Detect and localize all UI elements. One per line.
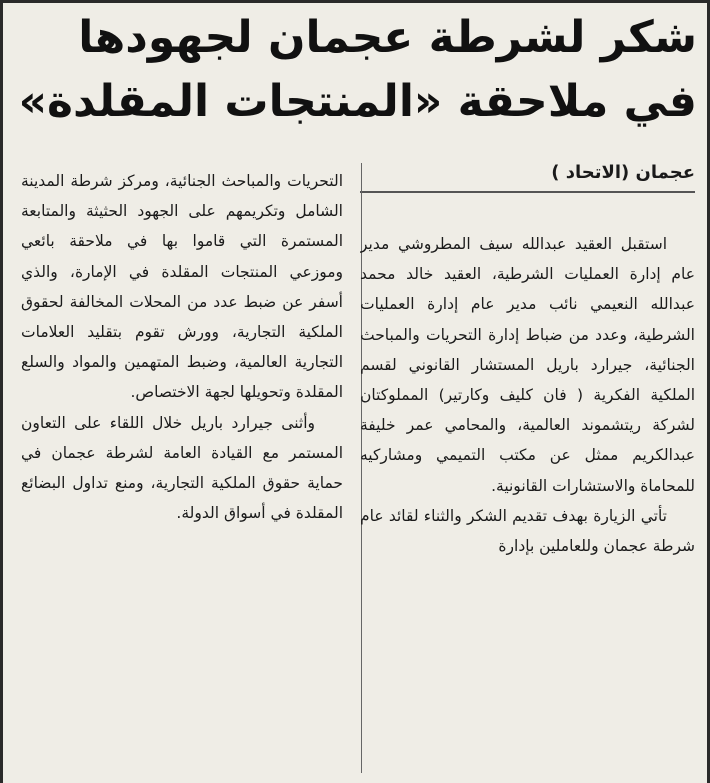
byline: عجمان (الاتحاد ): [551, 162, 695, 183]
article-column-right: [360, 229, 695, 769]
paragraph: وأثنى جيرارد باريل خلال اللقاء على التعاون المستمر مع القيادة العامة لشرطة عجمان في حماية حقوق الملكية التجارية، ومنع تداول البضائع المقلدة في أسواق الدولة.: [21, 413, 343, 523]
headline-line-2: في ملاحقة «المنتجات المقلدة»: [18, 76, 697, 127]
paragraph: استقبل العقيد عبدالله سيف المطروشي مدير عام إدارة العمليات الشرطية، العقيد خالد محمد عبدالله النعيمي نائب مدير عام إدارة العمليات الشرطية، وعدد من ضباط إدارة التحريات والمباحث الجنائية، جيرارد باريل المستشار القانوني لقسم الملكية الفكرية ( فان كليف وكارتير) المملوكتان لشركة ريتشموند العالمية، والمحامي عمر خليفة عبدالكريم ممثل عن مكتب التميمي ومشاركيه للمحاماة والاستشارات القانونية.: [360, 235, 695, 495]
paragraph: تأتي الزيارة بهدف تقديم الشكر والثناء لقائد عام شرطة عجمان وللعاملين بإدارة: [360, 506, 695, 556]
headline-line-1: شكر لشرطة عجمان لجهودها: [78, 12, 697, 63]
byline-rule: [360, 191, 695, 193]
paragraph: التحريات والمباحث الجنائية، ومركز شرطة المدينة الشامل وتكريمهم على الجهود الحثيثة والمتابعة المستمرة التي قاموا بها في ملاحقة بائعي وموزعي المنتجات المقلدة في الإمارة، والذي أسفر عن ضبط عدد من المحلات المخالفة لحقوق الملكية التجارية، وورش تقوم بتقليد العلامات التجارية العالمية، وضبط المتهمين والمواد والسلع المقلدة وتحويلها لجهة الاختصاص.: [21, 172, 343, 402]
article-column-left: [21, 166, 343, 768]
headline: [7, 7, 697, 135]
